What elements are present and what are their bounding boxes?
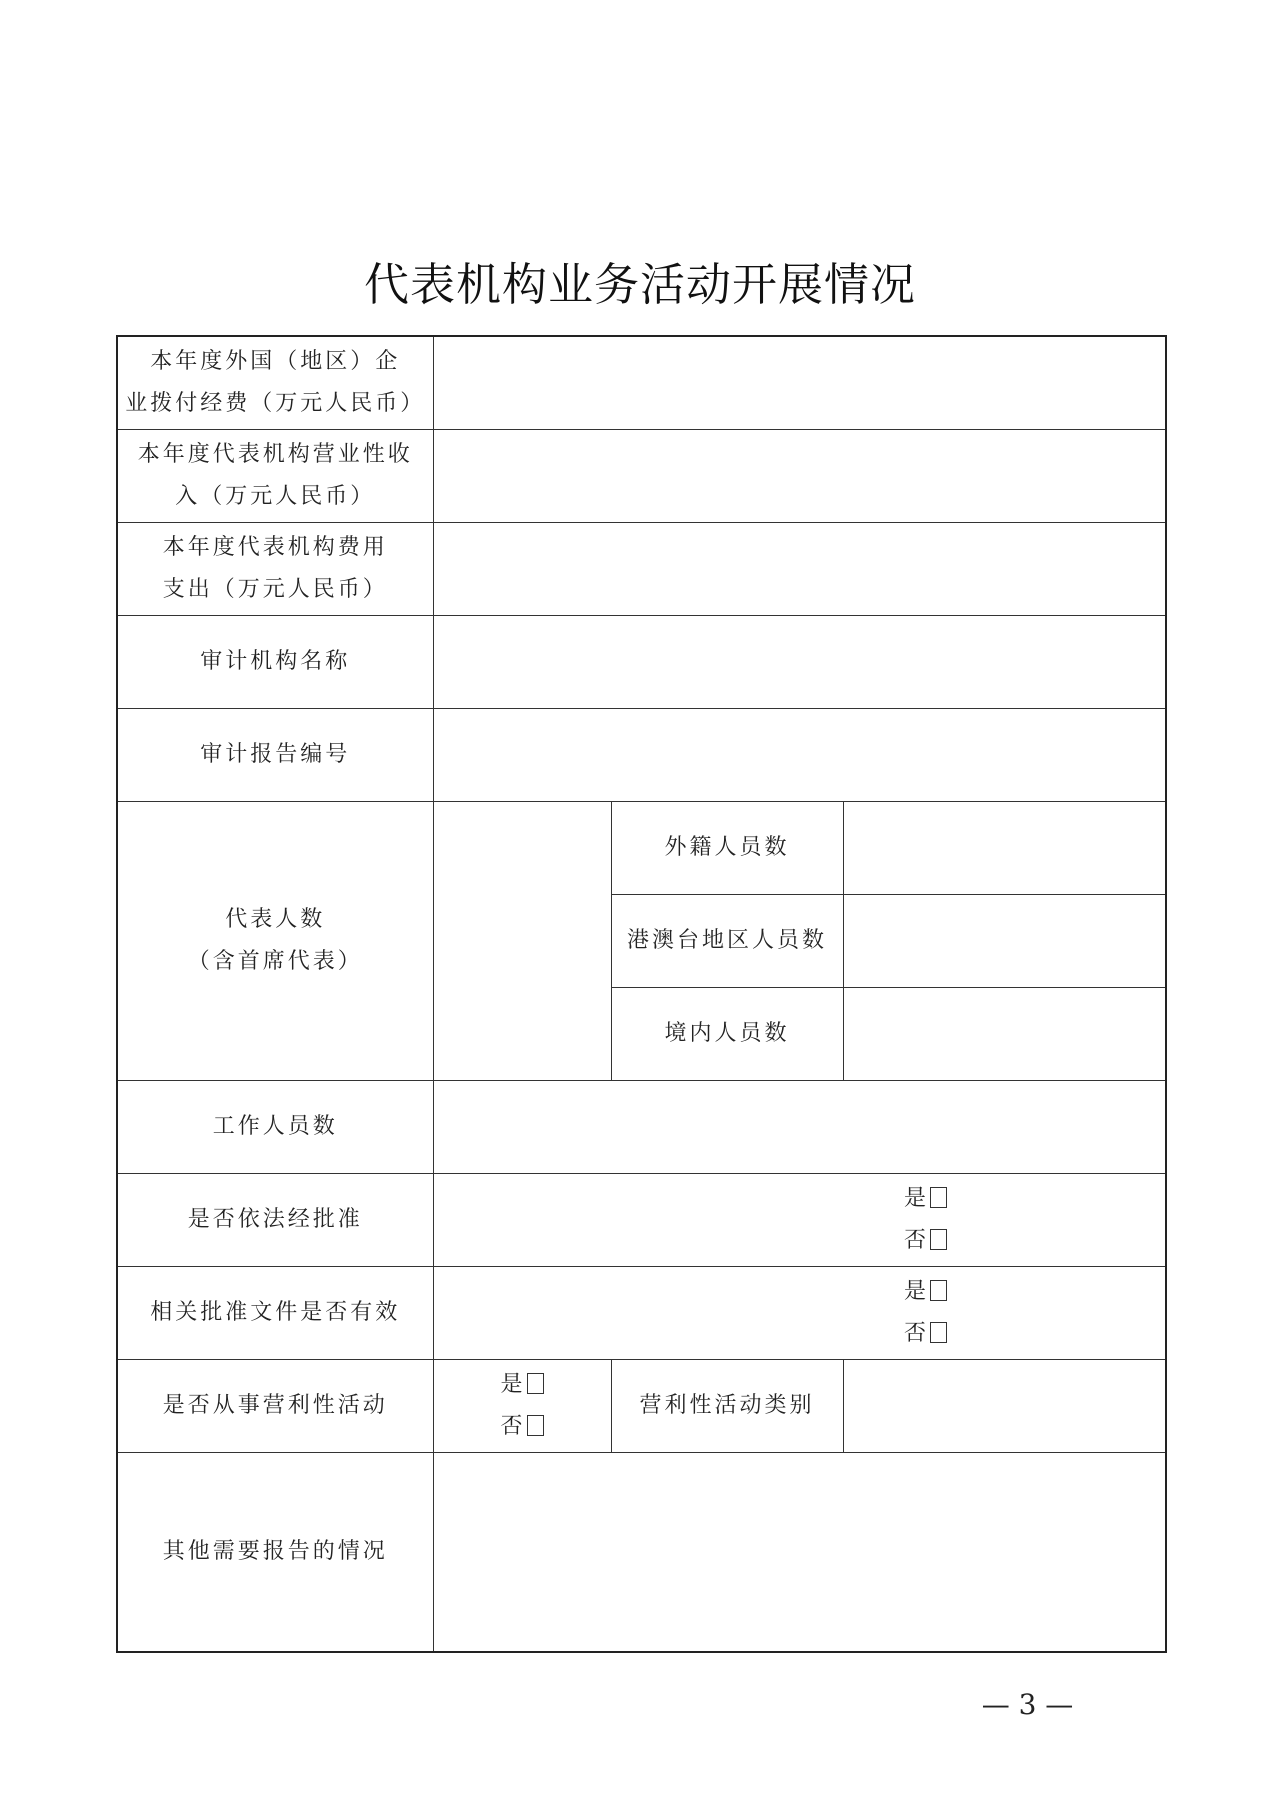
row-operating-income [117, 430, 1166, 523]
option-no[interactable]: 否 [500, 1406, 543, 1448]
label-staff-count: 工作人员数 [117, 1081, 433, 1174]
page-number: — 3 — [981, 1688, 1074, 1721]
field-other-matters[interactable] [433, 1453, 1166, 1653]
field-representatives-total[interactable] [433, 802, 611, 1081]
option-yes[interactable]: 是 [904, 1271, 947, 1313]
checkbox-icon[interactable] [930, 1322, 947, 1343]
label-operating-income: 本年度代表机构营业性收 入（万元人民币） [117, 430, 433, 523]
label-approval-docs-valid: 相关批准文件是否有效 [117, 1267, 433, 1360]
field-foreign-staff[interactable] [843, 802, 1166, 895]
yes-no-group [904, 1271, 947, 1355]
checkbox-icon[interactable] [527, 1373, 544, 1394]
label-audit-firm: 审计机构名称 [117, 616, 433, 709]
field-approved-by-law [433, 1174, 1166, 1267]
activity-report-form [116, 335, 1167, 1653]
row-foreign-funding [117, 336, 1166, 430]
option-yes[interactable]: 是 [904, 1178, 947, 1220]
field-approval-docs-valid [433, 1267, 1166, 1360]
document-title: 代表机构业务活动开展情况 [363, 258, 916, 311]
row-approved-by-law [117, 1174, 1166, 1267]
field-domestic-staff[interactable] [843, 988, 1166, 1081]
row-audit-report-number [117, 709, 1166, 802]
row-other-matters [117, 1453, 1166, 1653]
label-profit-activity: 是否从事营利性活动 [117, 1360, 433, 1453]
yes-no-group [904, 1178, 947, 1262]
label-approved-by-law: 是否依法经批准 [117, 1174, 433, 1267]
yes-no-group [500, 1364, 543, 1448]
row-expenses [117, 523, 1166, 616]
row-audit-firm [117, 616, 1166, 709]
field-staff-count[interactable] [433, 1081, 1166, 1174]
label-hmt-staff: 港澳台地区人员数 [611, 895, 843, 988]
label-profit-category: 营利性活动类别 [611, 1360, 843, 1453]
field-operating-income[interactable] [433, 430, 1166, 523]
label-audit-report-number: 审计报告编号 [117, 709, 433, 802]
field-audit-report-number[interactable] [433, 709, 1166, 802]
field-hmt-staff[interactable] [843, 895, 1166, 988]
checkbox-icon[interactable] [930, 1187, 947, 1208]
row-approval-docs-valid [117, 1267, 1166, 1360]
field-expenses[interactable] [433, 523, 1166, 616]
label-representatives: 代表人数 （含首席代表） [117, 802, 433, 1081]
option-yes[interactable]: 是 [500, 1364, 543, 1406]
label-expenses: 本年度代表机构费用 支出（万元人民币） [117, 523, 433, 616]
checkbox-icon[interactable] [930, 1229, 947, 1250]
row-profit-activity [117, 1360, 1166, 1453]
checkbox-icon[interactable] [930, 1280, 947, 1301]
checkbox-icon[interactable] [527, 1415, 544, 1436]
field-foreign-funding[interactable] [433, 336, 1166, 430]
field-audit-firm[interactable] [433, 616, 1166, 709]
row-staff-count [117, 1081, 1166, 1174]
option-no[interactable]: 否 [904, 1220, 947, 1262]
option-no[interactable]: 否 [904, 1313, 947, 1355]
field-profit-activity [433, 1360, 611, 1453]
field-profit-category[interactable] [843, 1360, 1166, 1453]
label-domestic-staff: 境内人员数 [611, 988, 843, 1081]
row-representatives-foreign [117, 802, 1166, 895]
label-foreign-staff: 外籍人员数 [611, 802, 843, 895]
label-foreign-funding: 本年度外国（地区）企 业拨付经费（万元人民币） [117, 336, 433, 430]
label-other-matters: 其他需要报告的情况 [117, 1453, 433, 1653]
